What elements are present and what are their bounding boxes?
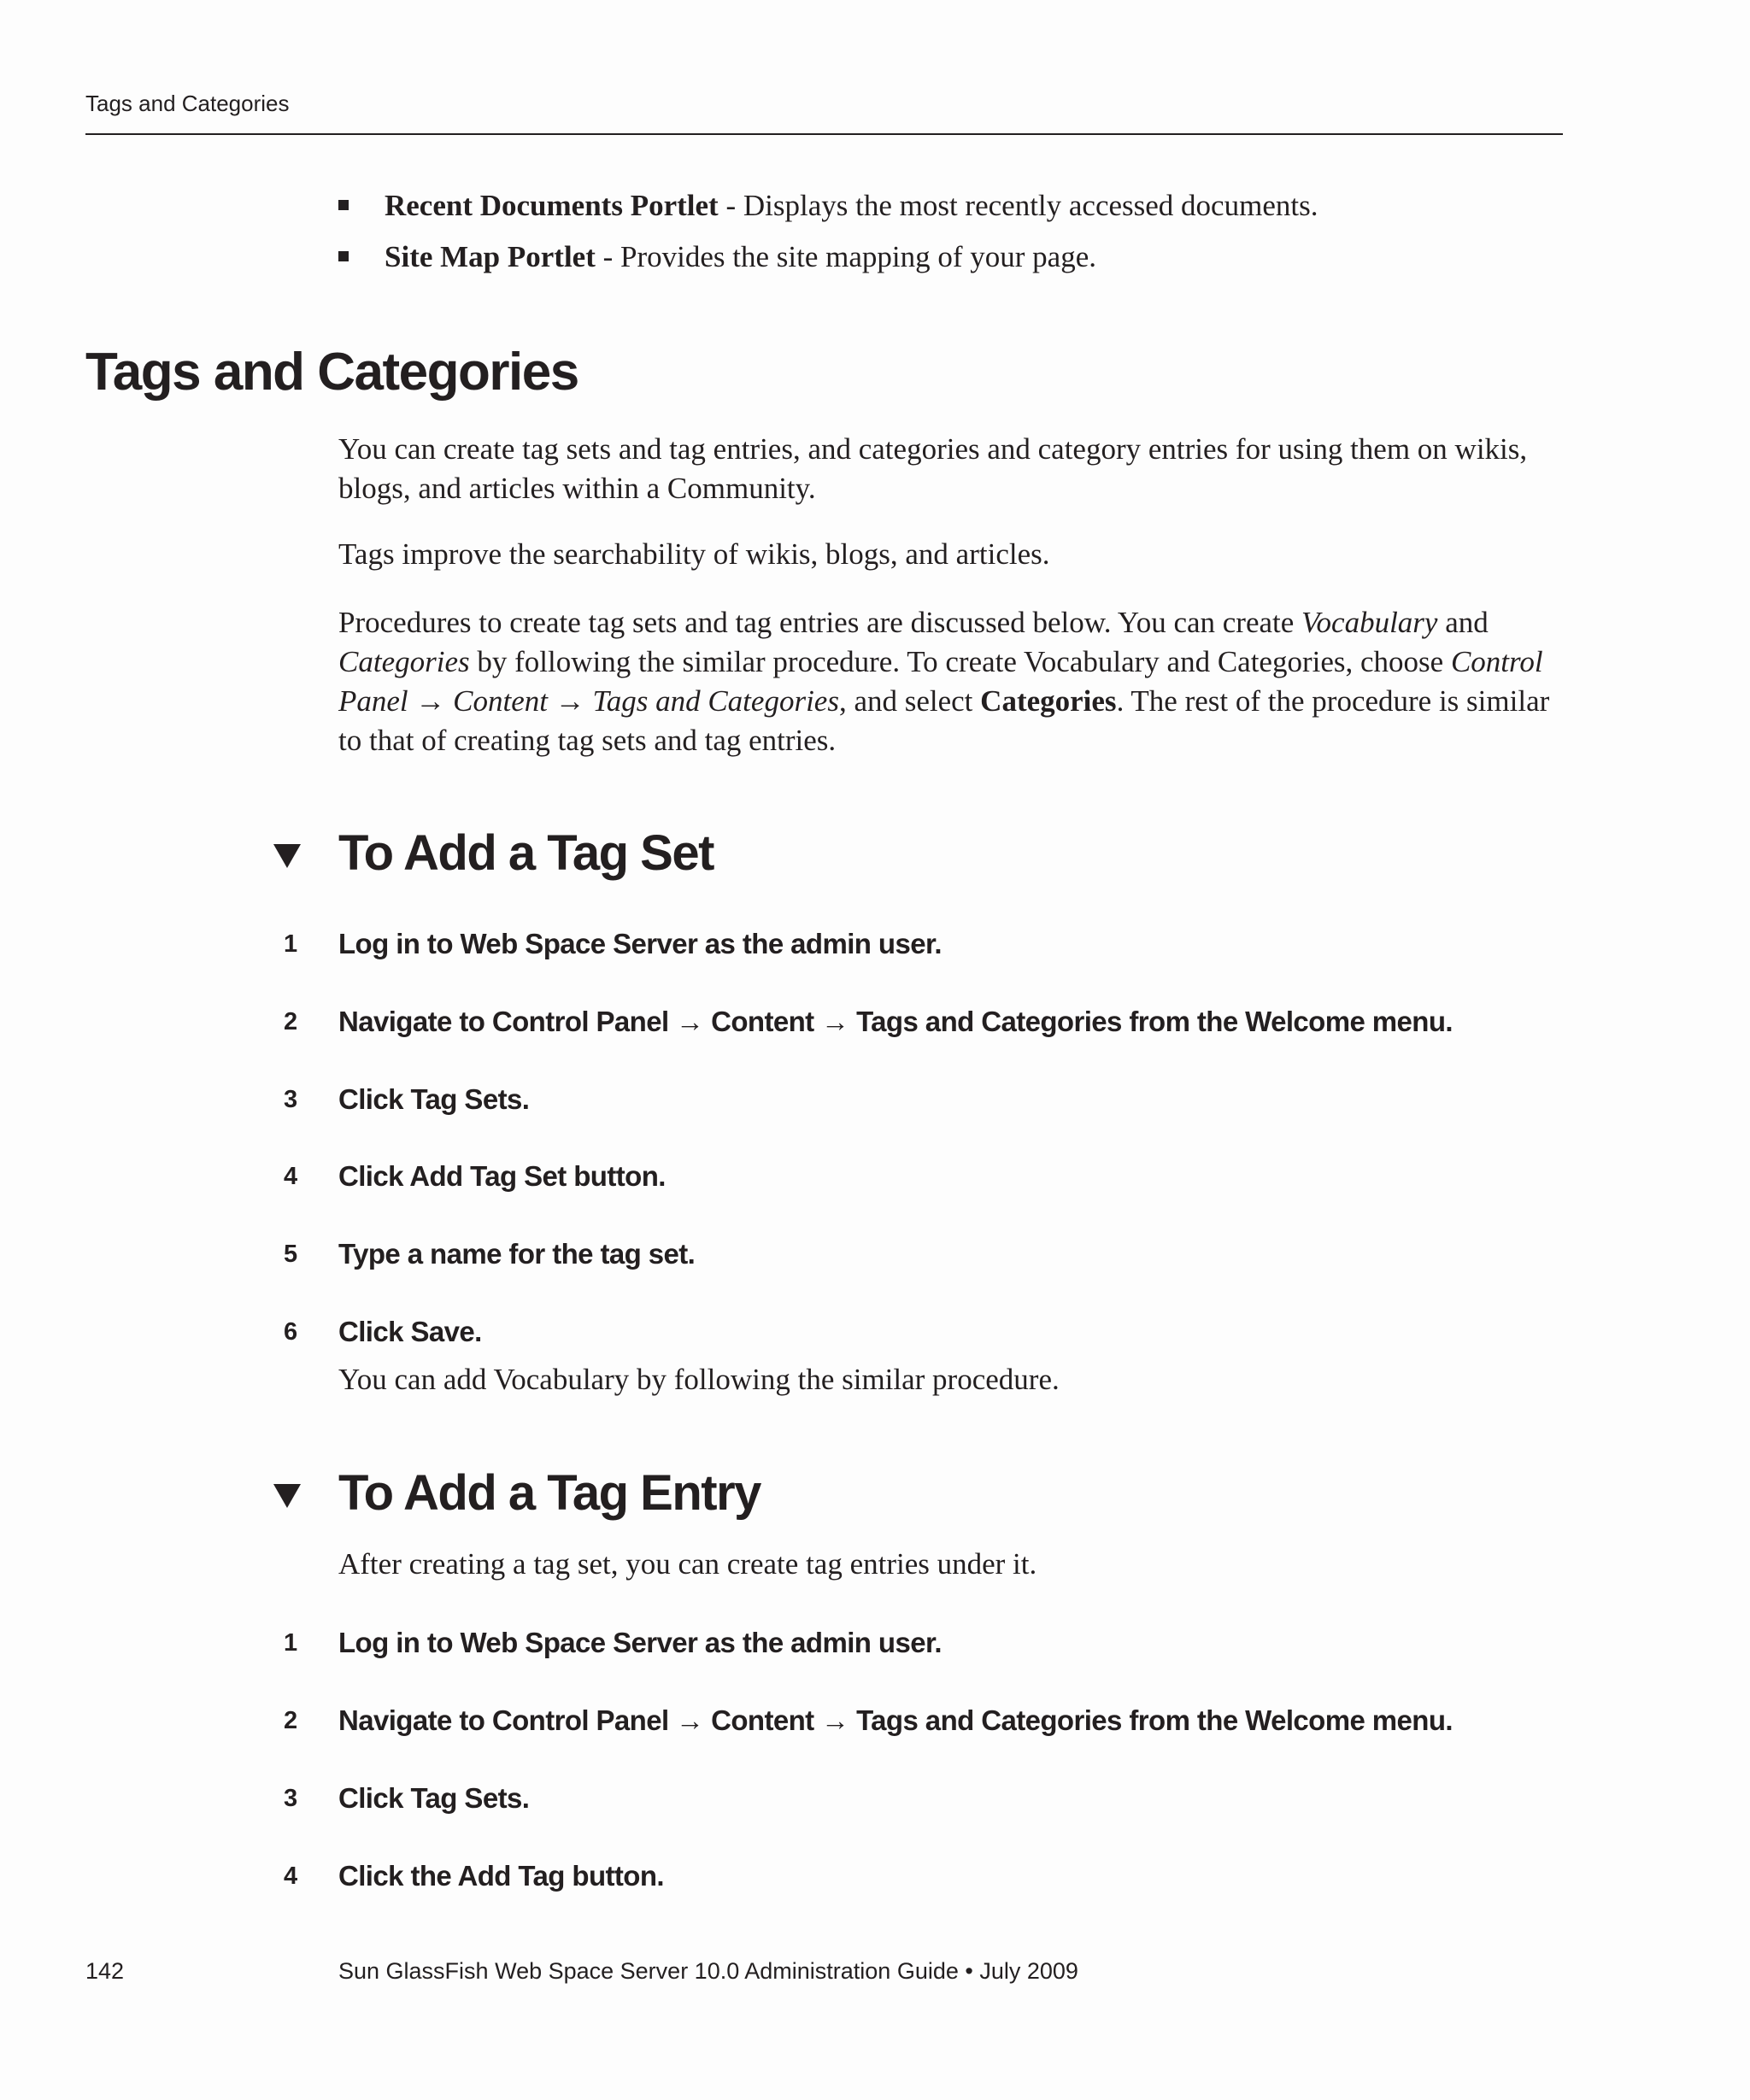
footer-title: Sun GlassFish Web Space Server 10.0 Administration Guide • July 2009 (338, 1958, 1078, 1984)
bullet-desc: - Displays the most recently accessed documents. (718, 189, 1318, 222)
text-run: and (1437, 606, 1489, 639)
bullet-term: Recent Documents Portlet (385, 189, 719, 222)
procedure-step (273, 1622, 1572, 1664)
step-text: Navigate to Control Panel → Content → Tags and Categories from the Welcome menu. (338, 1704, 1453, 1736)
step-number: 3 (284, 1086, 297, 1113)
step-text: Navigate to Control Panel → Content → Tags and Categories from the Welcome menu. (338, 1006, 1453, 1037)
step-number: 2 (284, 1008, 297, 1035)
step-number: 1 (284, 930, 297, 958)
square-bullet-icon (338, 200, 349, 210)
procedure-step (273, 1000, 1572, 1043)
step-text: Click Tag Sets. (338, 1083, 530, 1115)
procedure-step (273, 1155, 1572, 1198)
procedure-title: To Add a Tag Set (338, 825, 714, 881)
text-run: Procedures to create tag sets and tag entries are discussed below. You can create (338, 606, 1302, 639)
menu-path: Control Panel → Content → Tags and Categories (338, 645, 1543, 718)
bullet-item (338, 238, 1569, 289)
step-number: 5 (284, 1241, 297, 1268)
step-text: Log in to Web Space Server as the admin user. (338, 1627, 942, 1658)
header-rule (85, 133, 1563, 135)
triangle-down-icon (273, 1484, 301, 1508)
step-number: 4 (284, 1862, 297, 1890)
intro-paragraph-3 (338, 603, 1569, 760)
procedure-step (273, 1855, 1572, 1898)
step-text: Click Tag Sets. (338, 1782, 530, 1814)
procedure-step (273, 1311, 1572, 1353)
step-text: Type a name for the tag set. (338, 1238, 696, 1270)
text-run: . The rest of the procedure is similar to that of creating tag sets and tag entries. (338, 684, 1550, 757)
bullet-item (338, 186, 1569, 238)
step-number: 4 (284, 1163, 297, 1190)
step-number: 3 (284, 1785, 297, 1812)
running-header: Tags and Categories (85, 91, 290, 116)
section-title: Tags and Categories (85, 343, 578, 402)
square-bullet-icon (338, 251, 349, 261)
intro-paragraph-2: Tags improve the searchability of wikis, blogs, and articles. (338, 537, 1050, 571)
step-number: 1 (284, 1629, 297, 1657)
strong-categories: Categories (980, 684, 1117, 718)
procedure-title: To Add a Tag Entry (338, 1465, 760, 1521)
bullet-desc: - Provides the site mapping of your page. (595, 240, 1097, 273)
step-number: 6 (284, 1318, 297, 1346)
procedure-intro: After creating a tag set, you can create tag entries under it. (338, 1547, 1037, 1581)
bullet-list (338, 186, 1569, 289)
step-text: Click Add Tag Set button. (338, 1160, 666, 1192)
procedure-step (273, 1777, 1572, 1820)
procedure-step (273, 1078, 1572, 1121)
page-number: 142 (85, 1958, 125, 1984)
step-text: Click Save. (338, 1316, 482, 1347)
procedure-note: You can add Vocabulary by following the similar procedure. (338, 1363, 1060, 1396)
bullet-term: Site Map Portlet (385, 240, 596, 273)
text-run: by following the similar procedure. To create Vocabulary and Categories, choose (469, 645, 1451, 678)
emphasis-categories: Categories (338, 645, 470, 678)
procedure-step (273, 1233, 1572, 1276)
step-number: 2 (284, 1707, 297, 1734)
triangle-down-icon (273, 844, 301, 868)
step-text: Click the Add Tag button. (338, 1860, 664, 1892)
intro-paragraph-1: You can create tag sets and tag entries, and categories and category entries for using them on wikis, blogs, and articles within a Community. (338, 432, 1528, 505)
procedure-step (273, 923, 1572, 965)
emphasis-vocabulary: Vocabulary (1301, 606, 1438, 639)
step-text: Log in to Web Space Server as the admin user. (338, 928, 942, 959)
text-run: , and select (838, 684, 981, 718)
procedure-step (273, 1699, 1572, 1742)
